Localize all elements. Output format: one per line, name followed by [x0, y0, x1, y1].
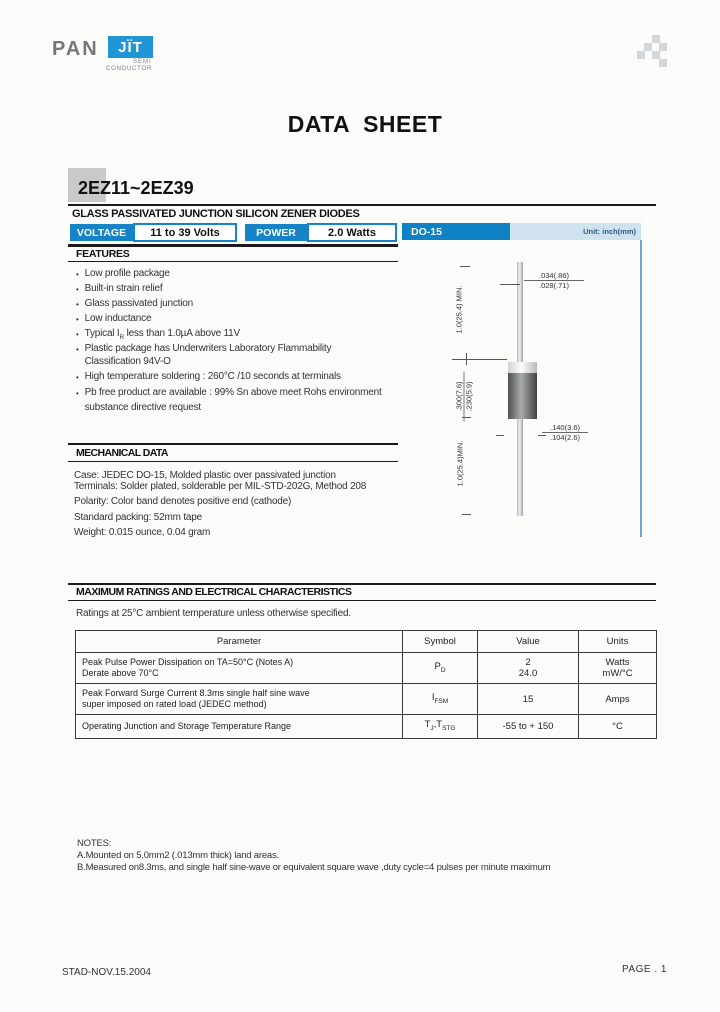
bullet-icon: • [76, 270, 79, 279]
feature-item: • High temperature soldering : 260°C /10 seconds at terminals [76, 371, 341, 382]
feature-item: • Built-in strain relief [76, 283, 163, 294]
diode-body [508, 362, 537, 419]
feature-item: • Pb free product are available : 99% Sn above meet Rohs environment substance directive request [76, 387, 382, 413]
table-row-param: Operating Junction and Storage Temperature Range [76, 714, 402, 738]
diagram-border [640, 240, 642, 537]
dim-lead-length-top: 1.0(25.4) MIN. [454, 285, 464, 334]
dim-line [452, 359, 507, 360]
table-row-units: °C [578, 714, 656, 738]
logo-text-jit: JÏT [108, 36, 153, 58]
mechanical-line: Case: JEDEC DO-15, Molded plastic over passivated junction [74, 470, 336, 481]
table-row-param: Peak Forward Surge Current 8.3ms single half sine wave super imposed on rated load (JEDEC method) [76, 683, 402, 714]
ratings-table [75, 630, 657, 739]
table-row-value: -55 to + 150 [477, 714, 578, 738]
table-row-symbol: $P_D$ [402, 652, 477, 683]
table-header-value: Value [477, 631, 578, 652]
bullet-icon: • [76, 330, 79, 339]
dim-tick [462, 514, 471, 515]
features-underline [68, 261, 398, 262]
dim-line [500, 284, 520, 285]
mechanical-line: Polarity: Color band denotes positive end (cathode) [74, 496, 292, 507]
note-a: A.Mounted on 5.0mm2 (.013mm thick) land areas. [77, 850, 280, 861]
note-b: B.Measured on8.3ms, and single half sine-wave or equivalent square wave ,duty cycle=4 pulses per minute maximum [77, 862, 551, 873]
logo-text-semi: SEMI [133, 59, 152, 65]
table-row-param: Peak Pulse Power Dissipation on TA=50°C (Notes A) Derate above 70°C [76, 652, 402, 683]
table-row-value: 15 [477, 683, 578, 714]
ratings-topline [68, 583, 656, 585]
feature-item: • Low profile package [76, 268, 170, 279]
diode-body-main [508, 373, 537, 419]
feature-item: • Plastic package has Underwriters Laboratory Flammability Classification 94V-O [76, 343, 332, 367]
table-row-units: Watts mW/°C [578, 652, 656, 683]
power-badge: POWER [245, 224, 307, 241]
mechanical-line: Standard packing: 52mm tape [74, 512, 203, 523]
bullet-icon: • [76, 373, 79, 382]
dim-body-diameter: .140(3.6) .104(2.6) [542, 423, 588, 442]
mechanical-title: MECHANICAL DATA [76, 447, 168, 459]
footer-revision: STAD-NOV.15.2004 [62, 967, 151, 978]
bullet-icon: • [76, 285, 79, 294]
diode-bottom-lead [517, 419, 523, 516]
badge-underline [68, 244, 398, 247]
voltage-badge: VOLTAGE [70, 224, 133, 241]
table-row-symbol: $I_{FSM}$ [402, 683, 477, 714]
mechanical-topline [68, 443, 398, 445]
mechanical-line: Terminals: Solder plated, solderable per MIL-STD-202G, Method 208 [74, 481, 367, 492]
ratings-condition: Ratings at 25°C ambient temperature unless otherwise specified. [76, 608, 351, 619]
table-row-symbol: $T_J,T_{STG}$ [402, 714, 477, 738]
dim-tick [460, 266, 470, 267]
table-row-units: Amps [578, 683, 656, 714]
bullet-icon: • [76, 300, 79, 309]
voltage-value-box: 11 to 39 Volts [133, 223, 237, 242]
document-title: DATA SHEET [287, 111, 443, 137]
subscript-r: R [119, 334, 124, 341]
part-number: 2EZ11~2EZ39 [78, 178, 194, 198]
dim-body-length: .300(7.6) .230(5.9) [455, 372, 474, 422]
table-header-units: Units [578, 631, 656, 652]
feature-item: • Glass passivated junction [76, 298, 194, 309]
package-diagram [440, 238, 645, 538]
table-row-value: 2 24.0 [477, 652, 578, 683]
dim-lead-length-bottom: 1.0(25.4)MIN. [455, 440, 465, 487]
bullet-icon: • [76, 315, 79, 324]
cathode-band [508, 362, 537, 373]
dim-tick [466, 353, 467, 365]
logo-text-conductor: CONDUCTOR [106, 66, 153, 72]
dim-tick [496, 435, 504, 436]
diode-top-lead [517, 262, 523, 362]
features-title: FEATURES [76, 248, 130, 260]
power-value-box: 2.0 Watts [307, 223, 397, 242]
table-header-parameter: Parameter [216, 636, 262, 647]
notes-title: NOTES: [77, 838, 112, 849]
bullet-icon: • [76, 345, 79, 354]
mechanical-line: Weight: 0.015 ounce, 0.04 gram [74, 527, 211, 538]
bullet-icon: • [76, 389, 79, 398]
feature-item: • Low inductance [76, 313, 152, 324]
mechanical-underline [68, 461, 398, 462]
unit-note: Unit: inch(mm) [583, 227, 636, 236]
feature-item-typical-ir: • Typical $I_R$ less than 1.0µA above 11V [74, 327, 416, 344]
brand-logo [52, 36, 172, 76]
logo-text-pan: PAN [52, 38, 99, 60]
ratings-title: MAXIMUM RATINGS AND ELECTRICAL CHARACTERISTICS [76, 586, 352, 598]
dim-lead-diameter: .034(.86) .028(.71) [524, 271, 584, 290]
footer-page-number: PAGE . 1 [622, 964, 667, 975]
package-name-bar: DO-15 [402, 223, 510, 240]
subtitle: GLASS PASSIVATED JUNCTION SILICON ZENER DIODES [72, 208, 360, 220]
ratings-underline [68, 600, 656, 601]
title-rule [68, 204, 656, 206]
table-header-symbol: Symbol [402, 631, 477, 652]
